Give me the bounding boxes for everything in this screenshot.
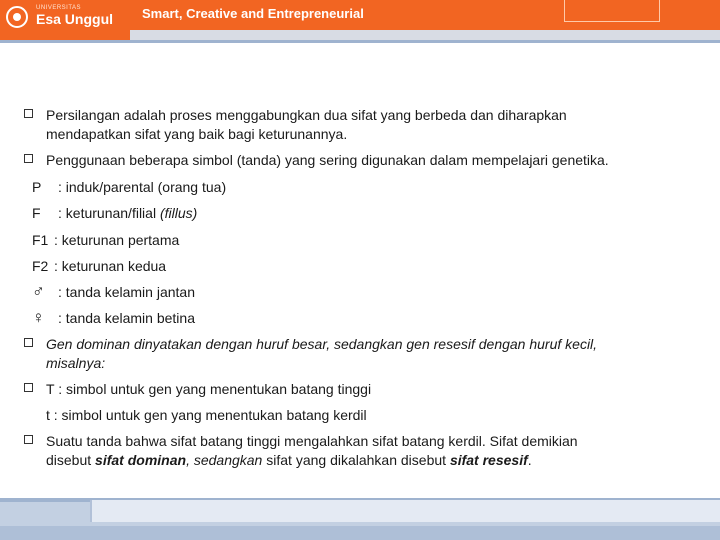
checkbox-bullet-icon xyxy=(24,109,33,118)
symbol-description: : tanda kelamin jantan xyxy=(58,284,195,300)
symbol-label: F xyxy=(32,205,41,221)
bullet-text: Suatu tanda bahwa sifat batang tinggi mengalahkan sifat batang kerdil. Sifat demikian xyxy=(46,433,578,449)
symbol-description xyxy=(58,204,197,223)
bullet-text: Penggunaan beberapa simbol (tanda) yang sering digunakan dalam mempelajari genetika. xyxy=(46,152,609,168)
header-divider xyxy=(130,30,720,40)
term-resesif: sifat resesif xyxy=(449,452,528,468)
logo-emblem-icon xyxy=(6,6,28,28)
logo-name: Esa Unggul xyxy=(36,11,114,27)
bullet-text: t : simbol untuk gen yang menentukan batang kerdil xyxy=(46,407,367,423)
text-run: . xyxy=(527,452,532,468)
tagline-strip xyxy=(130,0,720,30)
symbol-label: F1 xyxy=(32,232,49,248)
symbol-description: : keturunan pertama xyxy=(54,232,180,248)
bullet-text: Gen dominan dinyatakan dengan huruf besar, sedangkan gen resesif dengan huruf kecil, xyxy=(46,336,598,352)
header-rule xyxy=(0,40,720,43)
symbol-label: P xyxy=(32,179,42,195)
female-symbol-icon: ♀ xyxy=(32,308,45,327)
symbol-description-text: : keturunan/filial xyxy=(58,205,157,221)
footer-band xyxy=(0,498,720,540)
bullet-text: misalnya: xyxy=(46,355,106,371)
decorative-frame xyxy=(564,0,660,22)
symbol-label: F2 xyxy=(32,258,49,274)
tagline: Smart, Creative and Entrepreneurial xyxy=(142,6,364,21)
logo xyxy=(0,0,130,40)
symbol-description: : keturunan kedua xyxy=(54,258,167,274)
term-dominan: sifat dominan xyxy=(95,452,187,468)
footer-base xyxy=(0,526,720,540)
header-bar xyxy=(0,0,720,40)
checkbox-bullet-icon xyxy=(24,154,33,163)
text-run: sifat yang dikalahkan disebut xyxy=(262,452,450,468)
bullet-text: T : simbol untuk gen yang menentukan batang tinggi xyxy=(46,381,372,397)
bullet-text: mendapatkan sifat yang baik bagi keturunannya. xyxy=(46,126,348,142)
symbol-description: : induk/parental (orang tua) xyxy=(58,179,227,195)
text-run: disebut xyxy=(46,452,96,468)
logo-subtitle: UNIVERSITAS xyxy=(36,5,82,11)
checkbox-bullet-icon xyxy=(24,338,33,347)
bullet-text xyxy=(46,451,532,470)
footer-panel xyxy=(90,500,720,522)
symbol-description: : tanda kelamin betina xyxy=(58,310,195,326)
symbol-description-italic: (fillus) xyxy=(159,205,198,221)
text-run: , sedangkan xyxy=(186,452,263,468)
bullet-text: Persilangan adalah proses menggabungkan dua sifat yang berbeda dan diharapkan xyxy=(46,107,567,123)
checkbox-bullet-icon xyxy=(24,383,33,392)
checkbox-bullet-icon xyxy=(24,435,33,444)
male-symbol-icon: ♂ xyxy=(32,282,45,301)
